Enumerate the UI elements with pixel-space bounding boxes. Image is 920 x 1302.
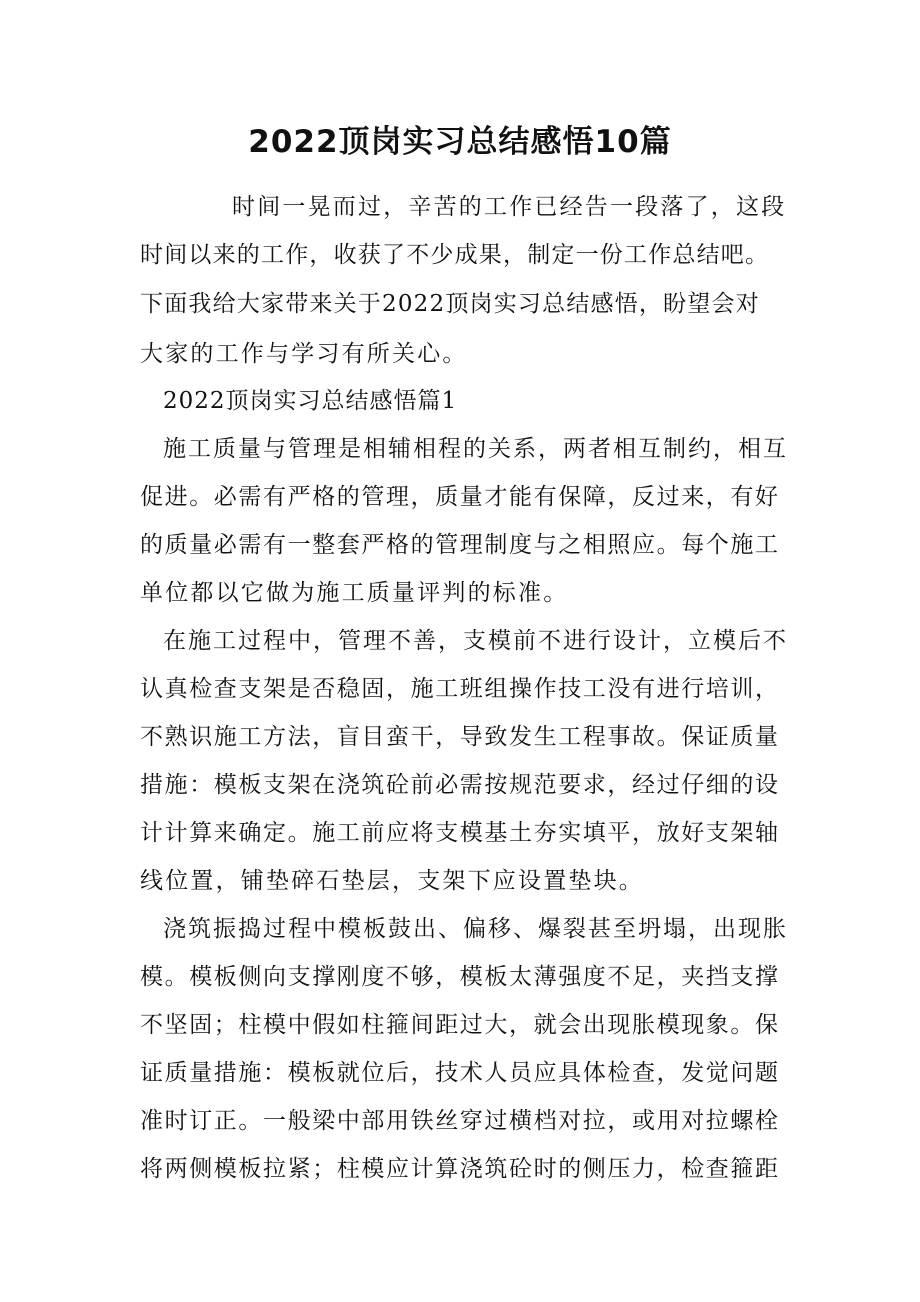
document-title: 2022顶岗实习总结感悟10篇 (248, 124, 672, 160)
paragraph-line: 措施：模板支架在浇筑砼前必需按规范要求，经过仔细的设 (140, 772, 780, 798)
intro-line: 时间以来的工作，收获了不少成果，制定一份工作总结吧。 (140, 242, 770, 268)
paragraph-line: 不熟识施工方法，盲目蛮干，导致发生工程事故。保证质量 (140, 724, 780, 750)
paragraph-line: 单位都以它做为施工质量评判的标准。 (140, 580, 569, 606)
paragraph-line: 的质量必需有一整套严格的管理制度与之相照应。每个施工 (140, 532, 780, 558)
paragraph-line: 促进。必需有严格的管理，质量才能有保障，反过来，有好 (140, 484, 780, 510)
paragraph-line: 证质量措施：模板就位后，技术人员应具体检查，发觉问题 (140, 1060, 780, 1086)
intro-line: 大家的工作与学习有所关心。 (140, 341, 468, 367)
paragraph-line: 将两侧模板拉紧；柱模应计算浇筑砼时的侧压力，检查箍距 (140, 1156, 780, 1182)
paragraph-line: 计计算来确定。施工前应将支模基土夯实填平，放好支架轴 (140, 820, 780, 846)
intro-line: 时间一晃而过，辛苦的工作已经告一段落了，这段 (232, 194, 787, 220)
section-heading: 2022顶岗实习总结感悟篇1 (163, 388, 458, 414)
paragraph-line: 不坚固；柱模中假如柱箍间距过大，就会出现胀模现象。保 (140, 1012, 780, 1038)
paragraph-line: 在施工过程中，管理不善，支模前不进行设计，立模后不 (163, 628, 788, 654)
intro-line: 下面我给大家带来关于2022顶岗实习总结感悟，盼望会对 (140, 291, 760, 317)
paragraph-line: 线位置，铺垫碎石垫层，支架下应设置垫块。 (140, 868, 644, 894)
paragraph-line: 认真检查支架是否稳固，施工班组操作技工没有进行培训， (140, 676, 780, 702)
paragraph-line: 准时订正。一般梁中部用铁丝穿过横档对拉，或用对拉螺栓 (140, 1108, 780, 1134)
paragraph-line: 施工质量与管理是相辅相程的关系，两者相互制约，相互 (163, 436, 788, 462)
paragraph-line: 浇筑振捣过程中模板鼓出、偏移、爆裂甚至坍塌，出现胀 (163, 916, 788, 942)
paragraph-line: 模。模板侧向支撑刚度不够，模板太薄强度不足，夹挡支撑 (140, 964, 780, 990)
